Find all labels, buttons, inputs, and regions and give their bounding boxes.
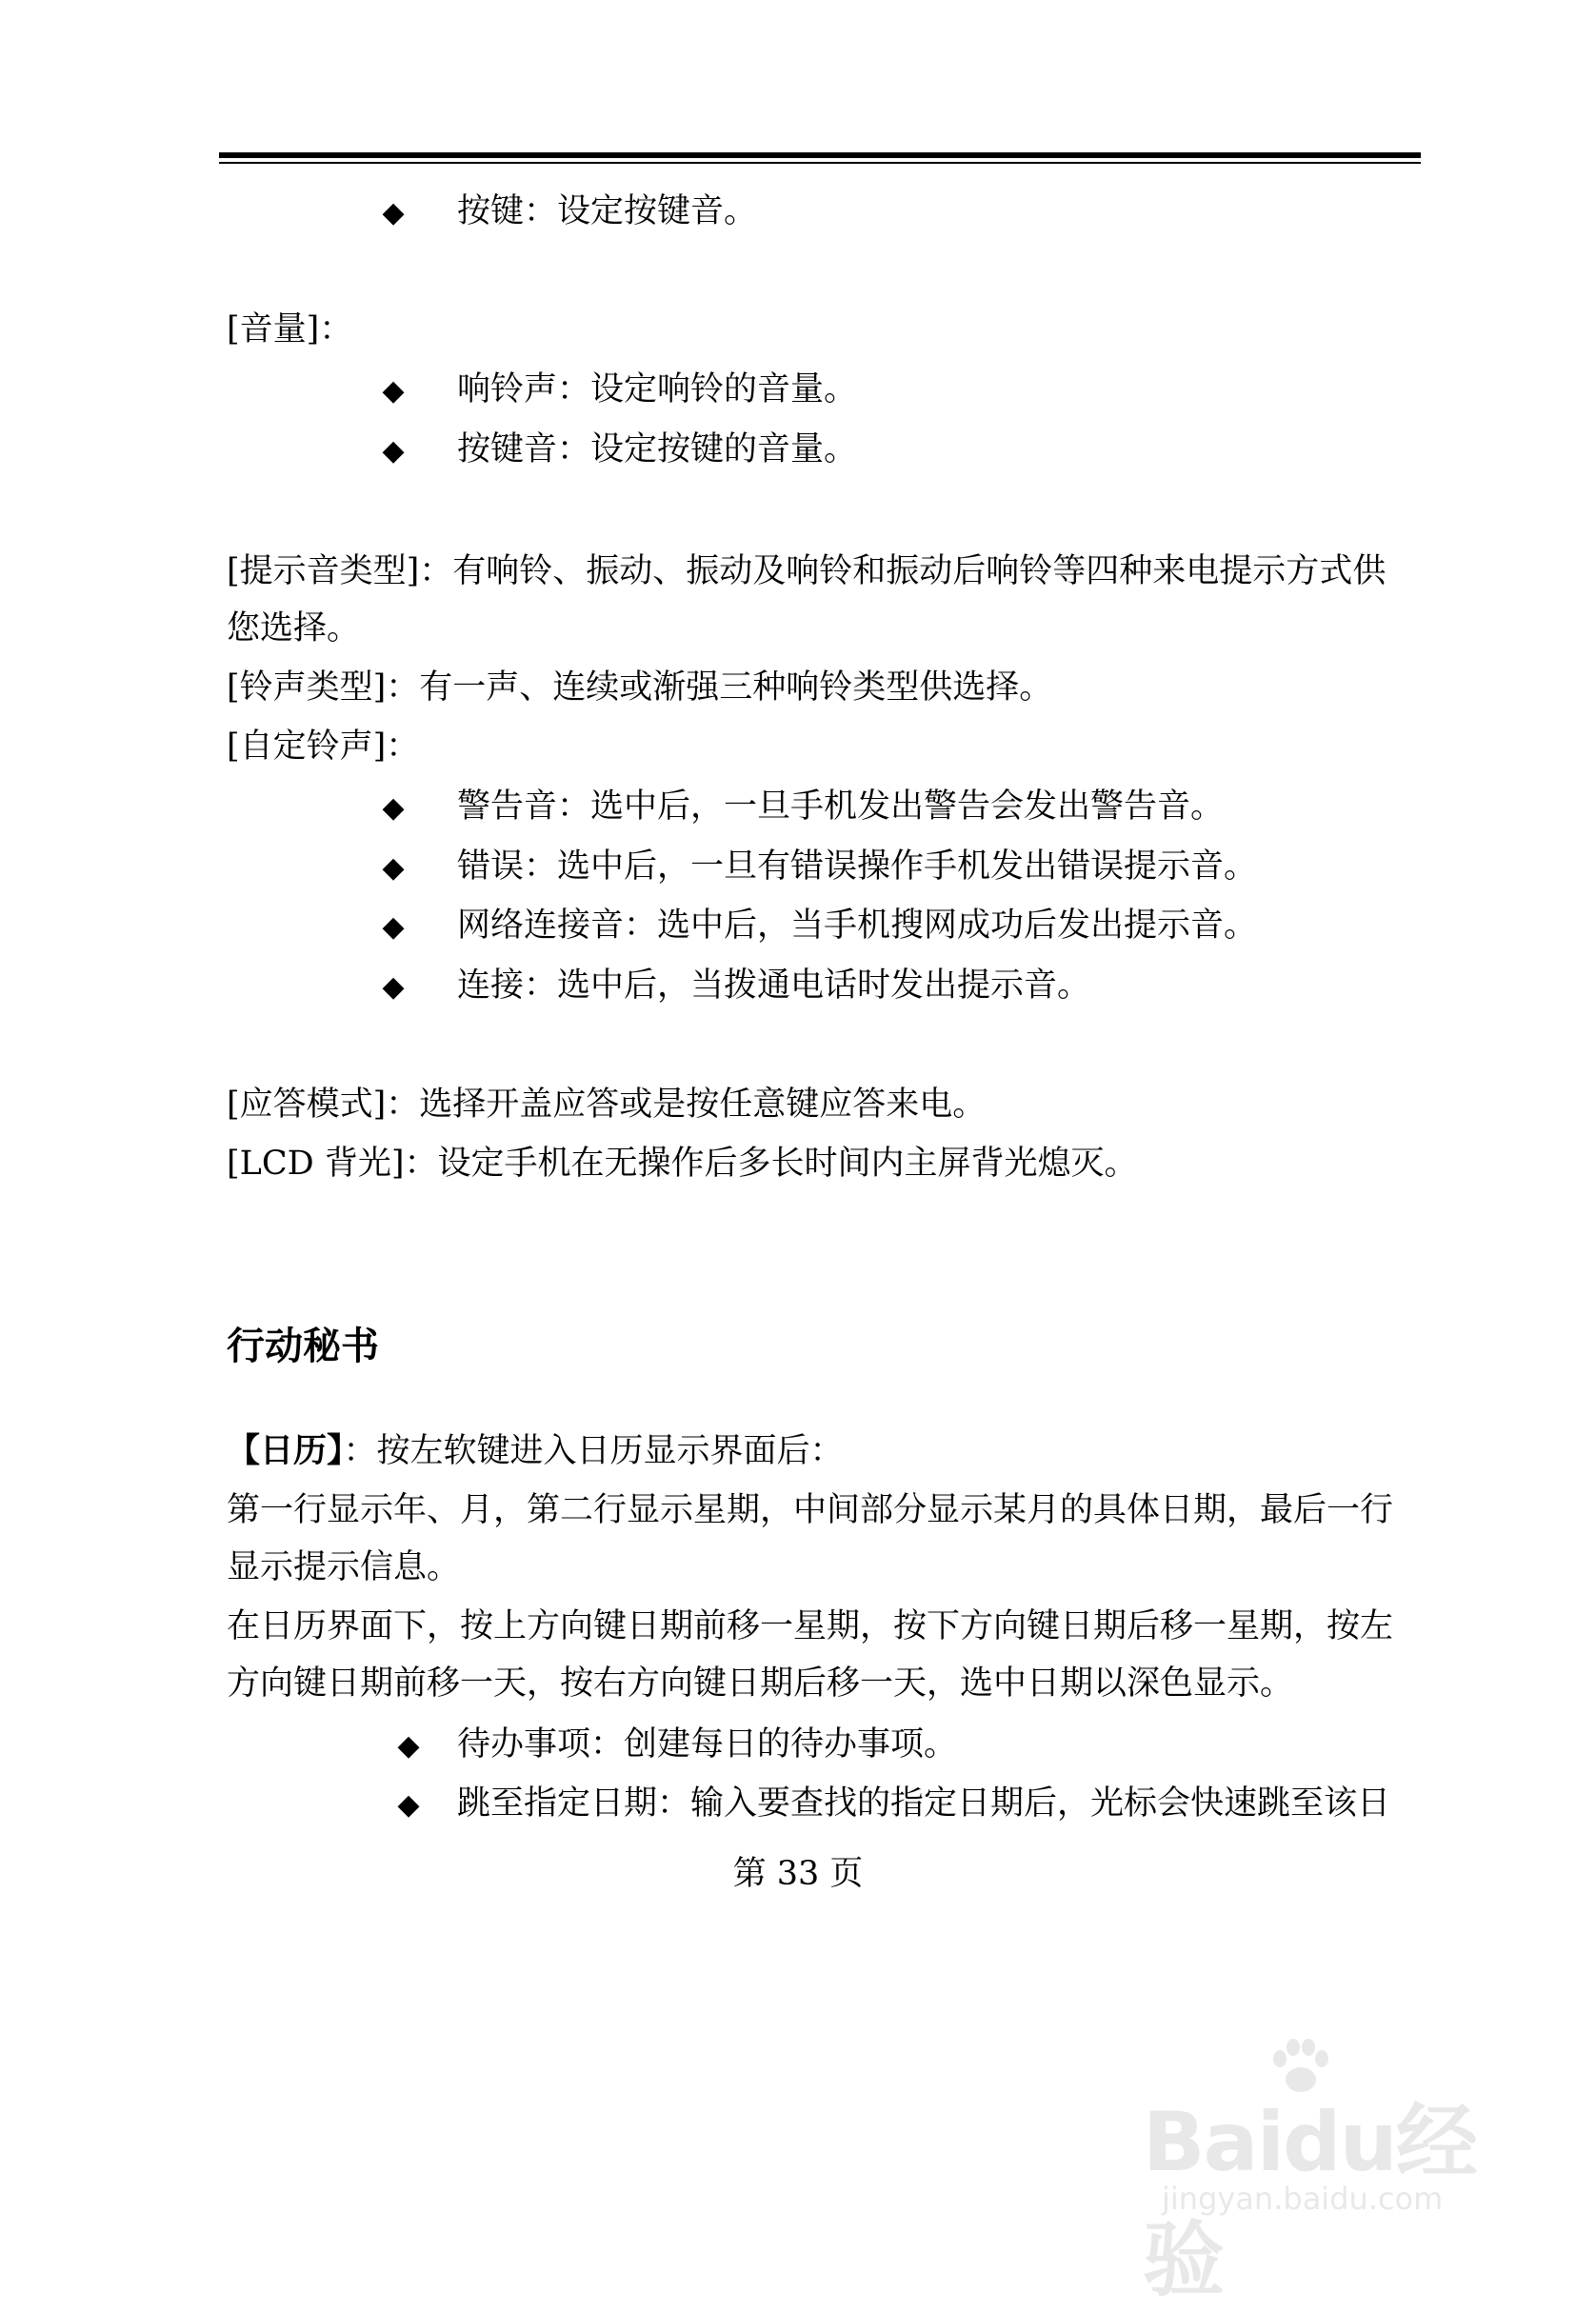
paragraph-answer-mode: [应答模式]：选择开盖应答或是按任意键应答来电。: [227, 1086, 987, 1124]
paragraph-ring-type: [铃声类型]：有一声、连续或渐强三种响铃类型供选择。: [227, 668, 1053, 707]
diamond-bullet-icon: ◆: [382, 196, 405, 229]
bullet-text: 按键音：设定按键的音量。: [457, 430, 858, 468]
diamond-bullet-icon: ◆: [397, 1788, 420, 1822]
bullet-text: 警告音：选中后，一旦手机发出警告会发出警告音。: [457, 787, 1225, 826]
diamond-bullet-icon: ◆: [382, 434, 405, 468]
header-rule-thin: [219, 162, 1421, 164]
section-heading: 行动秘书: [227, 1325, 379, 1368]
paragraph-calendar-nav: 在日历界面下，按上方向键日期前移一星期，按下方向键日期后移一星期，按左: [227, 1607, 1394, 1645]
baidu-watermark: [1124, 2038, 1524, 2308]
bullet-item: [379, 786, 1224, 829]
paragraph-calendar-nav-cont: 方向键日期前移一天，按右方向键日期后移一天，选中日期以深色显示。: [227, 1664, 1294, 1703]
bullet-text: 跳至指定日期：输入要查找的指定日期后，光标会快速跳至该日: [457, 1784, 1391, 1823]
calendar-label: 【日历】: [227, 1432, 344, 1470]
diamond-bullet-icon: ◆: [397, 1729, 420, 1763]
watermark-logo: Baidu经验: [1143, 2095, 1476, 2308]
diamond-bullet-icon: ◆: [382, 910, 405, 944]
watermark-url: jingyan.baidu.com: [1162, 2181, 1444, 2217]
paragraph-alert-type-cont: 您选择。: [227, 609, 361, 648]
bullet-item: [379, 846, 1257, 889]
bullet-item: [379, 905, 1257, 948]
paragraph-calendar-desc-cont: 显示提示信息。: [227, 1548, 461, 1586]
bullet-text: 错误：选中后，一旦有错误操作手机发出错误提示音。: [457, 847, 1258, 886]
section-label-volume: [音量]：: [227, 310, 353, 349]
bullet-text: 待办事项：创建每日的待办事项。: [457, 1725, 958, 1764]
diamond-bullet-icon: ◆: [382, 851, 405, 885]
bullet-item: [379, 965, 1090, 1008]
paragraph-lcd-backlight: [LCD 背光]：设定手机在无操作后多长时间内主屏背光熄灭。: [227, 1145, 1138, 1183]
bullet-text: 网络连接音：选中后，当手机搜网成功后发出提示音。: [457, 907, 1258, 945]
diamond-bullet-icon: ◆: [382, 791, 405, 825]
bullet-text: 响铃声：设定响铃的音量。: [457, 370, 858, 409]
bullet-item: [379, 429, 857, 472]
bullet-item: [394, 1783, 1390, 1826]
page-number: 第 33 页: [732, 1855, 864, 1893]
bullet-item: [379, 369, 857, 412]
calendar-text: ：按左软键进入日历显示界面后：: [343, 1432, 844, 1470]
bullet-item: [379, 190, 757, 234]
paragraph-calendar: [227, 1430, 844, 1472]
paragraph-alert-type: [提示音类型]：有响铃、振动、振动及响铃和振动后响铃等四种来电提示方式供: [227, 552, 1387, 590]
paragraph-calendar-desc: 第一行显示年、月，第二行显示星期，中间部分显示某月的具体日期，最后一行: [227, 1491, 1394, 1529]
header-rule-thick: [219, 152, 1421, 158]
bullet-text: 按键：设定按键音。: [457, 192, 758, 230]
section-label-custom-ring: [自定铃声]：: [227, 727, 420, 766]
bullet-item: [394, 1724, 957, 1767]
bullet-text: 连接：选中后，当拨通电话时发出提示音。: [457, 967, 1091, 1005]
diamond-bullet-icon: ◆: [382, 374, 405, 408]
diamond-bullet-icon: ◆: [382, 970, 405, 1004]
